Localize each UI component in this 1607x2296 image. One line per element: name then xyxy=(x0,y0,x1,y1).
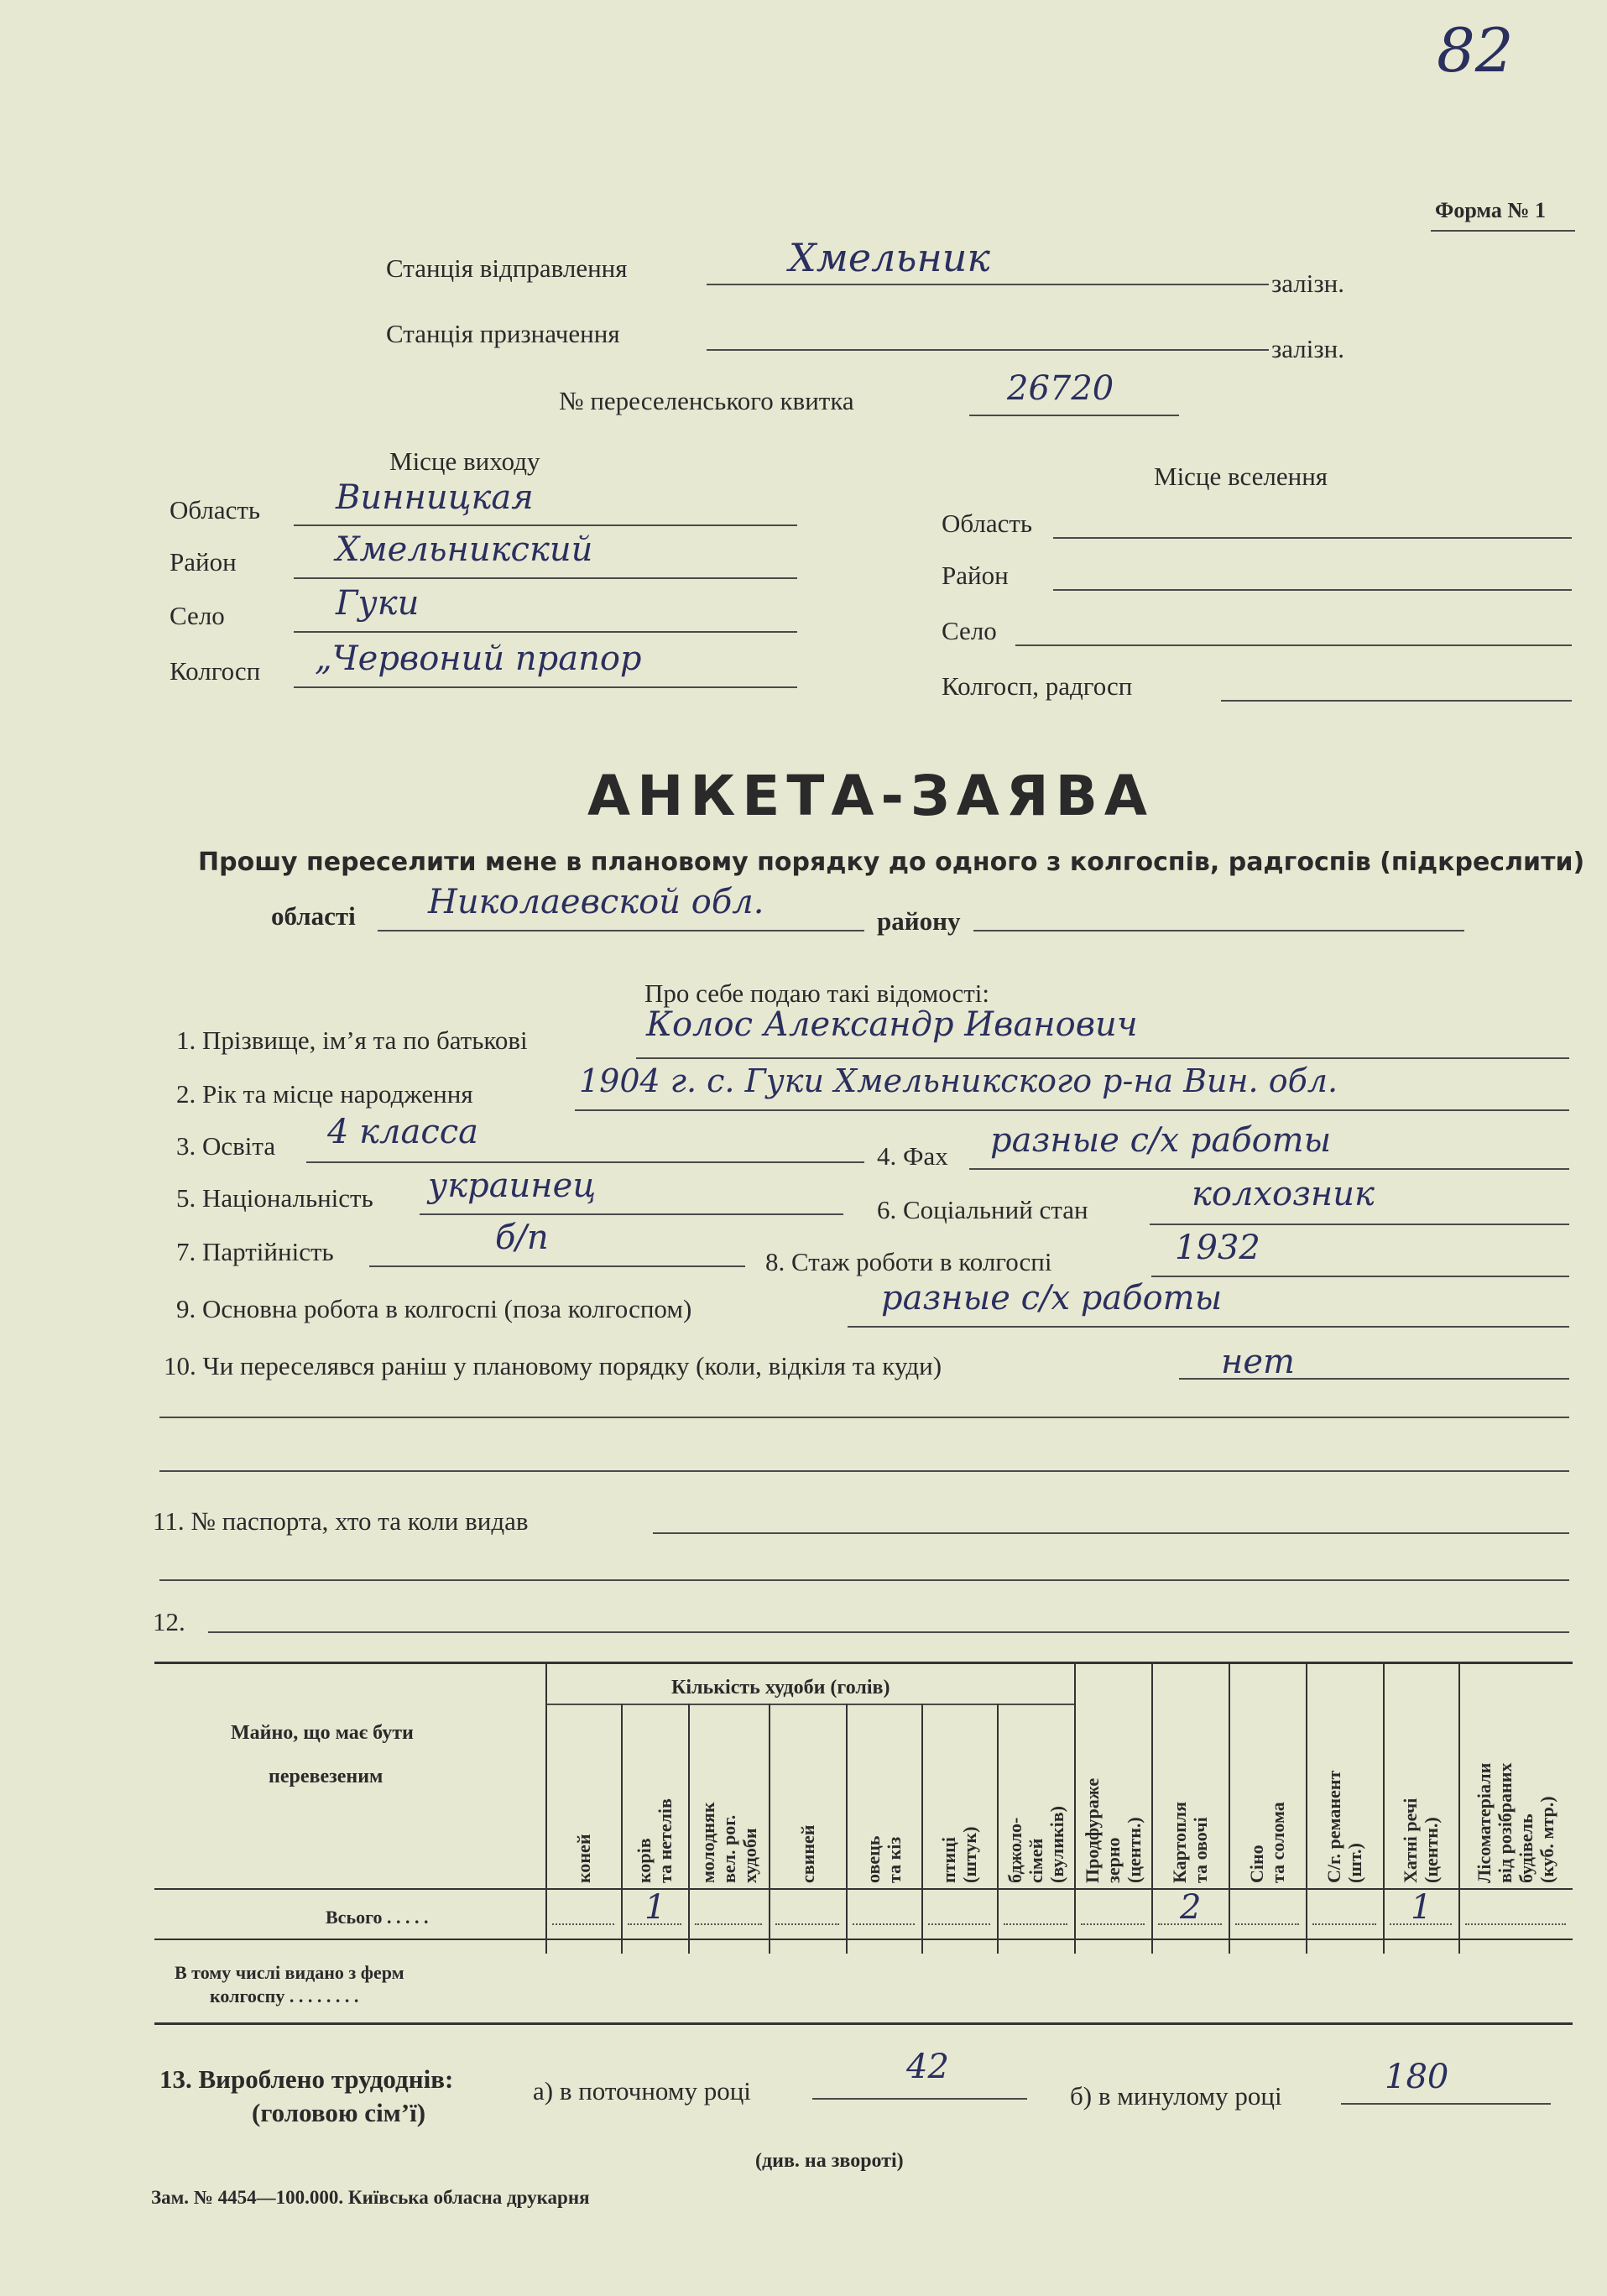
table-column-header: С/г. реманент (шт.) xyxy=(1323,1770,1365,1883)
departure-value: Хмельник xyxy=(789,235,990,280)
table-column-header: коней xyxy=(572,1834,594,1883)
table-column-divider xyxy=(846,1704,848,1954)
item-7-line xyxy=(369,1265,745,1267)
settlement-kolkhoz-line xyxy=(1221,700,1572,702)
item-10-extra-line-1 xyxy=(159,1417,1569,1418)
settlement-kolkhoz-label: Колгосп, радгосп xyxy=(942,671,1133,701)
intro-text: Про себе подаю такі відомості: xyxy=(644,978,990,1008)
table-column-divider xyxy=(921,1704,923,1954)
table-divider-left xyxy=(545,1663,547,1954)
table-column-header: Картопля та овочі xyxy=(1169,1801,1211,1883)
total-row-value: 2 xyxy=(1180,1888,1202,1927)
item-3-value: 4 класса xyxy=(327,1113,479,1151)
oblast-line xyxy=(378,930,864,931)
table-column-header: Лісоматеріали від розібраних будівель (куб. мтр.) xyxy=(1474,1762,1557,1883)
see-reverse-note: (див. на звороті) xyxy=(755,2150,904,2172)
ticket-value: 26720 xyxy=(1007,369,1114,408)
item-8-label: 8. Стаж роботи в колгоспі xyxy=(765,1247,1052,1276)
livestock-group-underline xyxy=(545,1704,1074,1705)
total-row-entry-line xyxy=(1312,1923,1376,1925)
origin-district-value: Хмельникский xyxy=(336,530,593,569)
item-10-value: нет xyxy=(1221,1343,1295,1381)
table-top-border xyxy=(154,1662,1573,1664)
table-column-header: бджоло- сімей (вуликів) xyxy=(1004,1806,1067,1883)
settlement-village-line xyxy=(1015,644,1572,646)
table-column-divider xyxy=(621,1704,623,1954)
total-row-entry-line xyxy=(1004,1923,1067,1925)
table-column-divider xyxy=(769,1704,770,1954)
table-column-header: свиней xyxy=(796,1824,818,1883)
ticket-label: № переселенського квитка xyxy=(559,386,854,415)
item-6-value: колхозник xyxy=(1192,1175,1375,1213)
origin-district-line xyxy=(294,577,797,579)
item-8-line xyxy=(1151,1276,1569,1277)
item-9-line xyxy=(848,1326,1569,1328)
workdays-last-line xyxy=(1341,2103,1551,2105)
origin-village-label: Село xyxy=(170,601,225,630)
table-row-header-line2: перевезеним xyxy=(269,1766,383,1787)
origin-kolkhoz-value: „Червоний прапор xyxy=(315,639,642,678)
item-1-line xyxy=(636,1057,1569,1059)
total-row-value: 1 xyxy=(1411,1888,1432,1927)
origin-village-value: Гуки xyxy=(336,584,420,623)
workdays-label-line1: 13. Вироблено трудоднів: xyxy=(159,2064,454,2094)
item-10-extra-line-2 xyxy=(159,1470,1569,1472)
settlement-district-line xyxy=(1053,589,1572,591)
printer-note: Зам. № 4454—100.000. Київська обласна друкарня xyxy=(151,2187,590,2208)
table-column-header: Сіно та солома xyxy=(1246,1802,1288,1883)
table-row-header-line1: Майно, що має бути xyxy=(231,1722,414,1744)
railway-suffix-2: залізн. xyxy=(1271,334,1344,363)
item-3-label: 3. Освіта xyxy=(176,1131,276,1161)
workdays-last-label: б) в минулому році xyxy=(1070,2081,1282,2111)
workdays-label-line2: (головою сім’ї) xyxy=(252,2098,426,2127)
table-column-divider xyxy=(1458,1663,1460,1954)
item-4-label: 4. Фах xyxy=(877,1141,948,1171)
oblast-label: області xyxy=(271,901,356,931)
item-5-value: украинец xyxy=(428,1166,597,1205)
origin-kolkhoz-line xyxy=(294,686,797,688)
table-column-divider xyxy=(1074,1663,1076,1954)
item-12-label: 12. xyxy=(153,1607,185,1636)
item-2-label: 2. Рік та місце народження xyxy=(176,1079,473,1109)
archive-page-number: 82 xyxy=(1437,15,1514,86)
item-2-line xyxy=(575,1109,1569,1111)
table-column-header: корів та нетелів xyxy=(634,1798,676,1883)
item-7-label: 7. Партійність xyxy=(176,1237,334,1266)
item-5-label: 5. Національність xyxy=(176,1183,373,1213)
table-column-divider xyxy=(1306,1663,1307,1954)
destination-line xyxy=(707,349,1269,351)
total-row-entry-line xyxy=(1465,1923,1566,1925)
item-12-line xyxy=(208,1631,1569,1633)
workdays-current-line xyxy=(812,2098,1027,2100)
table-column-header: молодняк вел. рог. худоби xyxy=(697,1802,760,1883)
item-10-line xyxy=(1179,1378,1569,1380)
item-1-label: 1. Прізвище, ім’я та по батькові xyxy=(176,1025,528,1055)
settlement-district-label: Район xyxy=(942,561,1009,590)
table-row-divider-2 xyxy=(154,1939,1573,1940)
table-column-header: птиці (штук) xyxy=(938,1826,980,1883)
total-row-entry-line xyxy=(552,1923,614,1925)
destination-label: Станція призначення xyxy=(386,319,620,348)
railway-suffix-1: залізн. xyxy=(1271,269,1344,298)
total-row-entry-line xyxy=(853,1923,915,1925)
form-number-underline xyxy=(1431,230,1575,232)
total-row-value: 1 xyxy=(644,1888,666,1927)
table-column-divider xyxy=(688,1704,690,1954)
table-column-header: Продфураже зерно (центн.) xyxy=(1081,1777,1145,1883)
settlement-village-label: Село xyxy=(942,616,997,645)
ticket-line xyxy=(969,415,1179,416)
item-11-label: 11. № паспорта, хто та коли видав xyxy=(153,1506,529,1536)
departure-label: Станція відправлення xyxy=(386,253,628,283)
workdays-current-label: а) в поточному році xyxy=(533,2076,751,2106)
item-7-value: б/п xyxy=(495,1218,549,1257)
origin-kolkhoz-label: Колгосп xyxy=(170,656,261,686)
table-column-header: овець та кіз xyxy=(863,1835,905,1883)
item-9-label: 9. Основна робота в колгоспі (поза колгоспом) xyxy=(176,1294,692,1323)
table-column-divider xyxy=(1383,1663,1385,1954)
total-row-entry-line xyxy=(775,1923,839,1925)
item-9-value: разные с/х работы xyxy=(881,1279,1223,1318)
total-row-entry-line xyxy=(928,1923,990,1925)
item-4-line xyxy=(969,1168,1569,1170)
rayon-line xyxy=(973,930,1464,931)
main-title: АНКЕТА-ЗАЯВА xyxy=(587,764,1155,828)
item-5-line xyxy=(420,1213,843,1215)
table-row-divider-1 xyxy=(154,1888,1573,1890)
item-2-value: 1904 г. с. Гуки Хмельникского р-на Вин. обл. xyxy=(579,1062,1338,1099)
livestock-group-header: Кількість худоби (голів) xyxy=(671,1677,890,1699)
settlement-region-label: Область xyxy=(942,509,1033,538)
table-bottom-border xyxy=(154,2022,1573,2025)
item-10-label: 10. Чи переселявся раніш у плановому порядку (коли, відкіля та куди) xyxy=(164,1351,942,1380)
farm-row-label-line2: колгоспу . . . . . . . . xyxy=(210,1986,359,2006)
table-column-divider xyxy=(1151,1663,1153,1954)
table-column-header: Хатні речі (центн.) xyxy=(1400,1798,1442,1883)
total-row-entry-line xyxy=(1235,1923,1299,1925)
oblast-value: Николаевской обл. xyxy=(428,883,764,921)
farm-row-label-line1: В тому числі видано з ферм xyxy=(175,1962,404,1983)
origin-region-value: Винницкая xyxy=(336,478,534,517)
origin-title: Місце виходу xyxy=(389,446,540,476)
table-column-divider xyxy=(1229,1663,1230,1954)
origin-village-line xyxy=(294,631,797,633)
settlement-region-line xyxy=(1053,537,1572,539)
departure-line xyxy=(707,284,1269,285)
workdays-current-value: 42 xyxy=(906,2048,949,2086)
form-number: Форма № 1 xyxy=(1435,198,1547,222)
item-3-line xyxy=(306,1161,864,1163)
item-4-value: разные с/х работы xyxy=(990,1121,1332,1160)
total-row-entry-line xyxy=(695,1923,762,1925)
item-6-label: 6. Соціальний стан xyxy=(877,1195,1088,1224)
rayon-label: району xyxy=(877,906,961,936)
total-row-label: Всього . . . . . xyxy=(326,1907,429,1928)
request-text: Прошу переселити мене в плановому порядку до одного з колгоспів, радгоспів (підкреслити) xyxy=(198,848,1585,877)
item-1-value: Колос Александр Иванович xyxy=(646,1005,1138,1044)
item-8-value: 1932 xyxy=(1175,1229,1260,1267)
item-11-line xyxy=(653,1532,1569,1534)
origin-region-label: Область xyxy=(170,495,261,524)
origin-region-line xyxy=(294,524,797,526)
origin-district-label: Район xyxy=(170,547,237,577)
settlement-title: Місце вселення xyxy=(1154,462,1328,491)
item-11-extra-line xyxy=(159,1579,1569,1581)
workdays-last-value: 180 xyxy=(1385,2058,1449,2096)
item-6-line xyxy=(1150,1224,1569,1225)
table-column-divider xyxy=(997,1704,999,1954)
total-row-entry-line xyxy=(1081,1923,1145,1925)
